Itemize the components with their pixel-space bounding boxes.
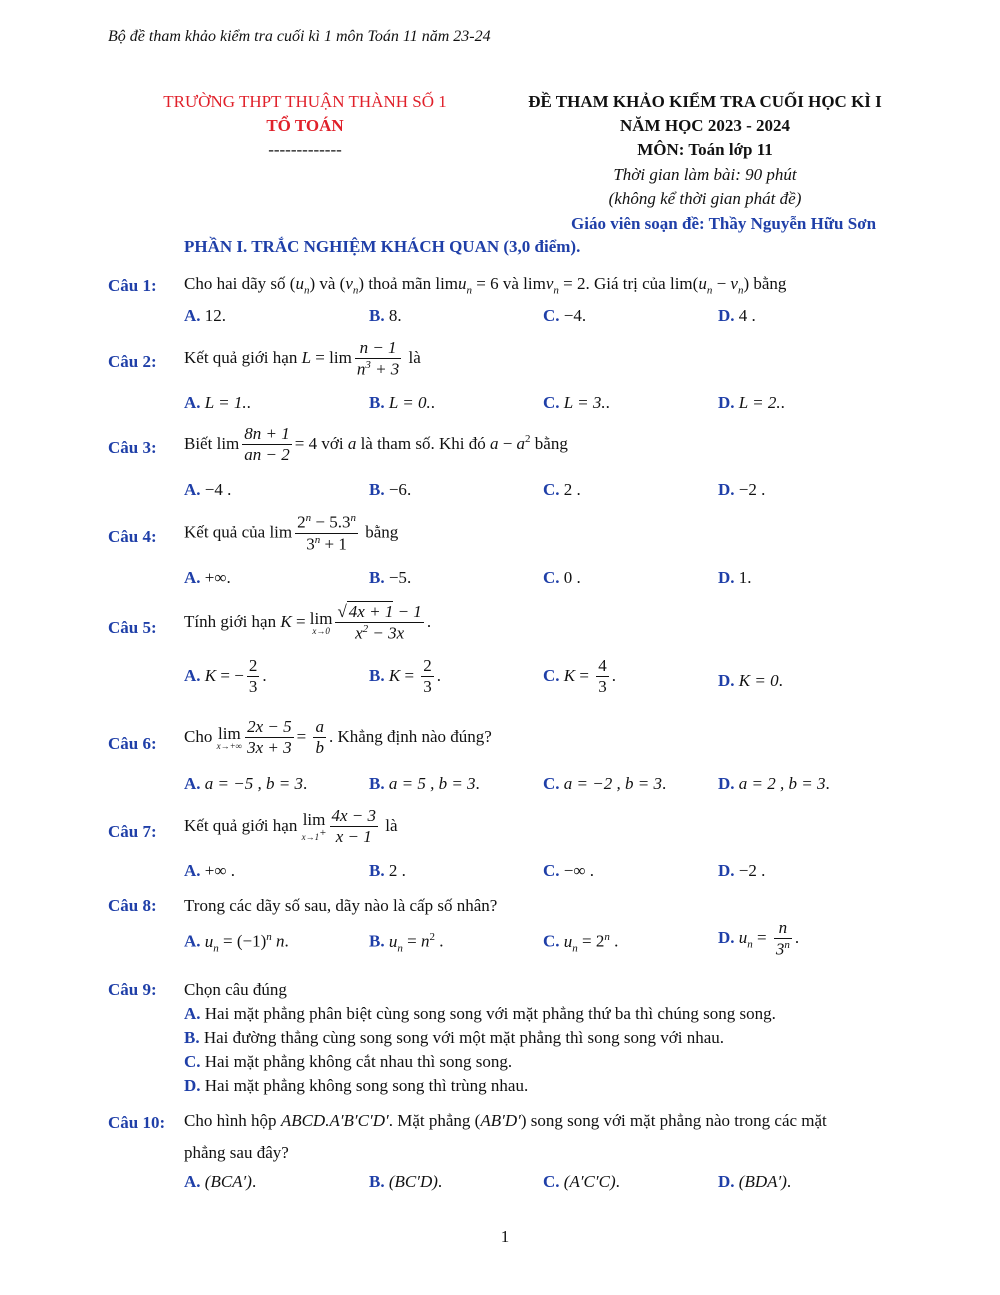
exam-subject: MÔN: Toán lớp 11 <box>637 140 773 159</box>
question-number: Câu 10: <box>108 1113 166 1132</box>
option-a[interactable]: A. (BCA′). <box>184 1172 257 1191</box>
option-a[interactable]: A. a = −5 , b = 3. <box>184 774 308 793</box>
question-text-continued: phẳng sau đây? <box>184 1143 289 1162</box>
question-number: Câu 3: <box>108 438 157 457</box>
option-a[interactable]: A. −4 . <box>184 480 232 499</box>
option-a[interactable]: A. K = − $\frac{2}{3}$ . <box>184 656 267 697</box>
document-header: Bộ đề tham khảo kiểm tra cuối kì 1 môn Toán 11 năm 23-24 <box>108 28 491 45</box>
question-text: Biết lim $\frac{8n + 1}{an - 2}$ = 4 với a là tham số. Khi đó $a - a^2$ bằng <box>184 424 568 465</box>
option-b[interactable]: B. L = 0.. <box>369 393 435 412</box>
option-a[interactable]: A. $u_n = (-1)^n$ n. <box>184 931 289 955</box>
exam-note: (không kể thời gian phát đề) <box>608 189 802 208</box>
exam-title: ĐỀ THAM KHẢO KIỂM TRA CUỐI HỌC KÌ I <box>528 92 882 111</box>
question-number: Câu 7: <box>108 822 157 841</box>
question-number: Câu 9: <box>108 980 157 999</box>
exam-year: NĂM HỌC 2023 - 2024 <box>620 116 790 135</box>
option-b[interactable]: B. −6. <box>369 480 412 499</box>
department-name: TỔ TOÁN <box>266 116 344 135</box>
option-d[interactable]: D. −2 . <box>718 861 766 880</box>
option-a[interactable]: A. +∞. <box>184 568 231 587</box>
school-name: TRƯỜNG THPT THUẬN THÀNH SỐ 1 <box>163 92 447 111</box>
option-a[interactable]: A. Hai mặt phẳng phân biệt cùng song song với mặt phẳng thứ ba thì chúng song song. <box>184 1004 776 1023</box>
divider-dashes: ------------- <box>268 140 342 159</box>
option-a[interactable]: A. 12. <box>184 306 227 325</box>
option-d[interactable]: D. a = 2 , b = 3. <box>718 774 830 793</box>
option-c[interactable]: C. (A′C′C). <box>543 1172 620 1191</box>
question-text: Tính giới hạn K = lim x→0 $\frac{√ 4x + 1 - 1}{x^2 - 3x}$ . <box>184 602 432 644</box>
part-title: PHẦN I. TRẮC NGHIỆM KHÁCH QUAN (3,0 điểm). <box>184 237 581 256</box>
question-text: Chọn câu đúng <box>184 980 287 999</box>
question-number: Câu 8: <box>108 896 157 915</box>
option-d[interactable]: D. (BDA′). <box>718 1172 792 1191</box>
option-c[interactable]: C. K = $\frac{4}{3}$ . <box>543 656 616 697</box>
question-text: Kết quả giới hạn lim x→1+ $\frac{4x - 3}{x - 1}$ là <box>184 806 398 847</box>
option-b[interactable]: B. 2 . <box>369 861 406 880</box>
question-number: Câu 5: <box>108 618 157 637</box>
option-c[interactable]: C. −∞ . <box>543 861 594 880</box>
option-d[interactable]: D. Hai mặt phẳng không song song thì trùng nhau. <box>184 1076 529 1095</box>
option-c[interactable]: C. −4. <box>543 306 587 325</box>
option-d[interactable]: D. K = 0. <box>718 671 783 690</box>
question-number: Câu 2: <box>108 352 157 371</box>
page-number: 1 <box>500 1227 510 1246</box>
question-text: Kết quả của lim $\frac{2^n - 5.3^n}{3^n + 1}$ bằng <box>184 512 399 554</box>
option-d[interactable]: D. $u_n$ = $\frac{n}{3^n}$ . <box>718 918 800 960</box>
question-text: Cho hình hộp ABCD.A′B′C′D′. Mặt phẳng (AB′D′) song song với mặt phẳng nào trong các mặt <box>184 1111 827 1130</box>
option-d[interactable]: D. L = 2.. <box>718 393 785 412</box>
option-b[interactable]: B. (BC′D). <box>369 1172 443 1191</box>
option-c[interactable]: C. 2 . <box>543 480 581 499</box>
exam-teacher: Giáo viên soạn đề: Thầy Nguyễn Hữu Sơn <box>571 214 877 233</box>
option-d[interactable]: D. 1. <box>718 568 752 587</box>
option-c[interactable]: C. a = −2 , b = 3. <box>543 774 667 793</box>
question-text: Kết quả giới hạn L = lim $\frac{n - 1}{n^3 + 3}$ là <box>184 338 421 380</box>
option-b[interactable]: B. $u_n = n^2$ . <box>369 931 444 955</box>
option-c[interactable]: C. L = 3.. <box>543 393 610 412</box>
option-c[interactable]: C. $u_n = 2^n$ . <box>543 931 619 955</box>
option-b[interactable]: B. −5. <box>369 568 412 587</box>
option-b[interactable]: B. 8. <box>369 306 402 325</box>
option-a[interactable]: A. +∞ . <box>184 861 235 880</box>
option-b[interactable]: B. a = 5 , b = 3. <box>369 774 480 793</box>
option-c[interactable]: C. Hai mặt phẳng không cắt nhau thì song song. <box>184 1052 513 1071</box>
option-d[interactable]: D. −2 . <box>718 480 766 499</box>
option-a[interactable]: A. L = 1.. <box>184 393 251 412</box>
option-b[interactable]: B. Hai đường thẳng cùng song song với một mặt phẳng thì song song với nhau. <box>184 1028 725 1047</box>
question-text: Trong các dãy số sau, dãy nào là cấp số nhân? <box>184 896 498 915</box>
question-number: Câu 4: <box>108 527 157 546</box>
question-text: Cho lim x→+∞ $\frac{2x - 5}{3x + 3}$ = $\frac{a}{b}$ . Khẳng định nào đúng? <box>184 717 492 758</box>
option-c[interactable]: C. 0 . <box>543 568 581 587</box>
exam-time: Thời gian làm bài: 90 phút <box>613 165 797 184</box>
question-text: Cho hai dãy số $(u_n)$ và $(v_n)$ thoả mãn limu$_n$ = 6 và limv$_n$ = 2. Giá trị của $\lim(u_n - v_n)$ bằng <box>184 274 787 297</box>
question-number: Câu 1: <box>108 276 157 295</box>
option-b[interactable]: B. K = $\frac{2}{3}$ . <box>369 656 442 697</box>
question-number: Câu 6: <box>108 734 157 753</box>
option-d[interactable]: D. 4 . <box>718 306 756 325</box>
